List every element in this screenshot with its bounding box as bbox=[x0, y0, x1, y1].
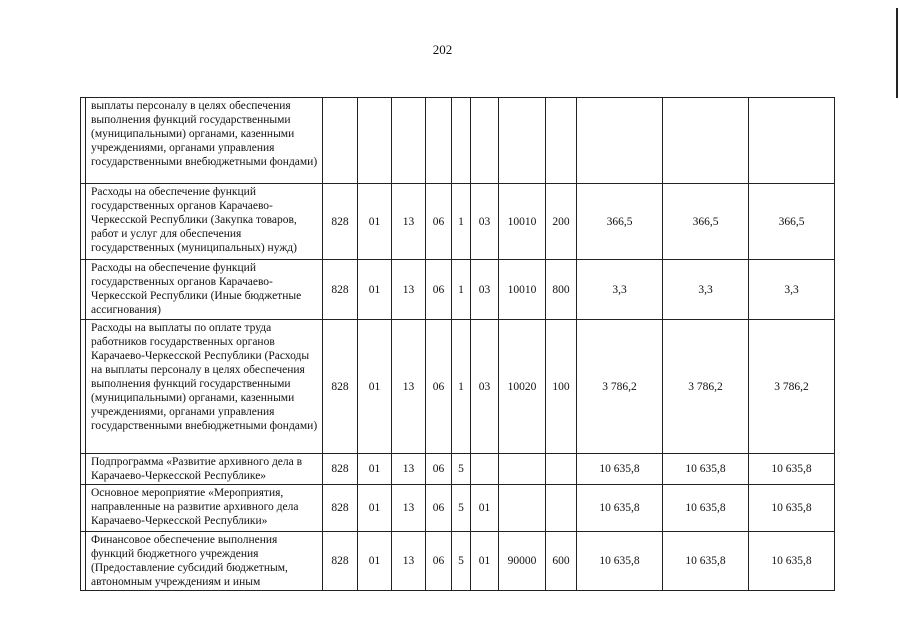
ministry-code-cell: 828 bbox=[323, 532, 358, 591]
subsection-code-cell: 13 bbox=[392, 532, 426, 591]
expense-type-cell: 200 bbox=[546, 184, 577, 260]
subsection-code-cell: 13 bbox=[392, 454, 426, 485]
amount-year-2-cell bbox=[663, 98, 749, 184]
program-code-cell: 06 bbox=[426, 320, 452, 454]
program-code-cell: 06 bbox=[426, 454, 452, 485]
amount-year-3-cell: 10 635,8 bbox=[749, 532, 835, 591]
subsection-code-cell: 13 bbox=[392, 485, 426, 532]
expense-type-cell bbox=[546, 454, 577, 485]
ministry-code-cell: 828 bbox=[323, 320, 358, 454]
amount-year-2-cell: 3 786,2 bbox=[663, 320, 749, 454]
subprogram-code-cell: 5 bbox=[452, 454, 471, 485]
program-code-cell: 06 bbox=[426, 485, 452, 532]
table-row bbox=[81, 320, 835, 454]
table-row bbox=[81, 184, 835, 260]
section-code-cell: 01 bbox=[358, 485, 392, 532]
amount-year-3-cell: 10 635,8 bbox=[749, 454, 835, 485]
subprogram-code-cell: 1 bbox=[452, 184, 471, 260]
subsection-code-cell: 13 bbox=[392, 260, 426, 320]
event-code-cell: 03 bbox=[471, 184, 499, 260]
event-code-cell bbox=[471, 454, 499, 485]
expense-type-cell: 600 bbox=[546, 532, 577, 591]
row-description: Расходы на обеспечение функций государственных органов Карачаево-Черкесской Республики (Иные бюджетные ассигнования) bbox=[86, 260, 323, 320]
amount-year-1-cell: 10 635,8 bbox=[577, 485, 663, 532]
amount-year-2-cell: 366,5 bbox=[663, 184, 749, 260]
program-code-cell: 06 bbox=[426, 532, 452, 591]
amount-year-3-cell: 3 786,2 bbox=[749, 320, 835, 454]
direction-code-cell: 10010 bbox=[499, 184, 546, 260]
ministry-code-cell bbox=[323, 98, 358, 184]
ministry-code-cell: 828 bbox=[323, 485, 358, 532]
ministry-code-cell: 828 bbox=[323, 260, 358, 320]
budget-table bbox=[80, 97, 835, 591]
direction-code-cell bbox=[499, 98, 546, 184]
ministry-code-cell: 828 bbox=[323, 454, 358, 485]
program-code-cell: 06 bbox=[426, 184, 452, 260]
table-row bbox=[81, 532, 835, 591]
amount-year-2-cell: 10 635,8 bbox=[663, 454, 749, 485]
subsection-code-cell: 13 bbox=[392, 320, 426, 454]
expense-type-cell bbox=[546, 98, 577, 184]
direction-code-cell: 10020 bbox=[499, 320, 546, 454]
amount-year-1-cell: 10 635,8 bbox=[577, 454, 663, 485]
event-code-cell: 03 bbox=[471, 320, 499, 454]
section-code-cell: 01 bbox=[358, 260, 392, 320]
expense-type-cell: 800 bbox=[546, 260, 577, 320]
row-description: Расходы на выплаты по оплате труда работников государственных органов Карачаево-Черкесской Республики (Расходы на выплаты персоналу в целях обеспечения выполнения функций государственными (муниципальными) органами, казенными учреждениями, органами управления государственными внебюджетными фондами) bbox=[86, 320, 323, 454]
section-code-cell bbox=[358, 98, 392, 184]
table-row bbox=[81, 454, 835, 485]
direction-code-cell: 90000 bbox=[499, 532, 546, 591]
ministry-code-cell: 828 bbox=[323, 184, 358, 260]
event-code-cell: 01 bbox=[471, 532, 499, 591]
subsection-code-cell: 13 bbox=[392, 184, 426, 260]
amount-year-1-cell: 10 635,8 bbox=[577, 532, 663, 591]
scan-edge-mark bbox=[896, 8, 898, 98]
amount-year-3-cell bbox=[749, 98, 835, 184]
program-code-cell: 06 bbox=[426, 260, 452, 320]
expense-type-cell bbox=[546, 485, 577, 532]
program-code-cell bbox=[426, 98, 452, 184]
row-description: Финансовое обеспечение выполнения функций бюджетного учреждения (Предоставление субсидий бюджетным, автономным учреждениям и иным bbox=[86, 532, 323, 591]
page-number: 202 bbox=[432, 42, 453, 57]
amount-year-2-cell: 10 635,8 bbox=[663, 532, 749, 591]
subprogram-code-cell bbox=[452, 98, 471, 184]
section-code-cell: 01 bbox=[358, 454, 392, 485]
amount-year-1-cell bbox=[577, 98, 663, 184]
subprogram-code-cell: 1 bbox=[452, 320, 471, 454]
table-row bbox=[81, 98, 835, 184]
amount-year-3-cell: 10 635,8 bbox=[749, 485, 835, 532]
amount-year-3-cell: 366,5 bbox=[749, 184, 835, 260]
amount-year-2-cell: 3,3 bbox=[663, 260, 749, 320]
table-row bbox=[81, 260, 835, 320]
row-description: Основное мероприятие «Мероприятия, направленные на развитие архивного дела Карачаево-Черкесской Республики» bbox=[86, 485, 323, 532]
subsection-code-cell bbox=[392, 98, 426, 184]
event-code-cell: 03 bbox=[471, 260, 499, 320]
subprogram-code-cell: 5 bbox=[452, 532, 471, 591]
direction-code-cell bbox=[499, 485, 546, 532]
amount-year-1-cell: 3 786,2 bbox=[577, 320, 663, 454]
row-description: Расходы на обеспечение функций государственных органов Карачаево-Черкесской Республики (Закупка товаров, работ и услуг для обеспечения государственных (муниципальных) нужд) bbox=[86, 184, 323, 260]
amount-year-1-cell: 3,3 bbox=[577, 260, 663, 320]
amount-year-3-cell: 3,3 bbox=[749, 260, 835, 320]
event-code-cell: 01 bbox=[471, 485, 499, 532]
section-code-cell: 01 bbox=[358, 184, 392, 260]
event-code-cell bbox=[471, 98, 499, 184]
direction-code-cell: 10010 bbox=[499, 260, 546, 320]
direction-code-cell bbox=[499, 454, 546, 485]
row-description: Подпрограмма «Развитие архивного дела в Карачаево-Черкесской Республике» bbox=[86, 454, 323, 485]
section-code-cell: 01 bbox=[358, 532, 392, 591]
row-description: выплаты персоналу в целях обеспечения выполнения функций государственными (муниципальными) органами, казенными учреждениями, органами управления государственными внебюджетными фондами) bbox=[86, 98, 323, 184]
amount-year-1-cell: 366,5 bbox=[577, 184, 663, 260]
subprogram-code-cell: 1 bbox=[452, 260, 471, 320]
expense-type-cell: 100 bbox=[546, 320, 577, 454]
section-code-cell: 01 bbox=[358, 320, 392, 454]
table-row bbox=[81, 485, 835, 532]
amount-year-2-cell: 10 635,8 bbox=[663, 485, 749, 532]
subprogram-code-cell: 5 bbox=[452, 485, 471, 532]
